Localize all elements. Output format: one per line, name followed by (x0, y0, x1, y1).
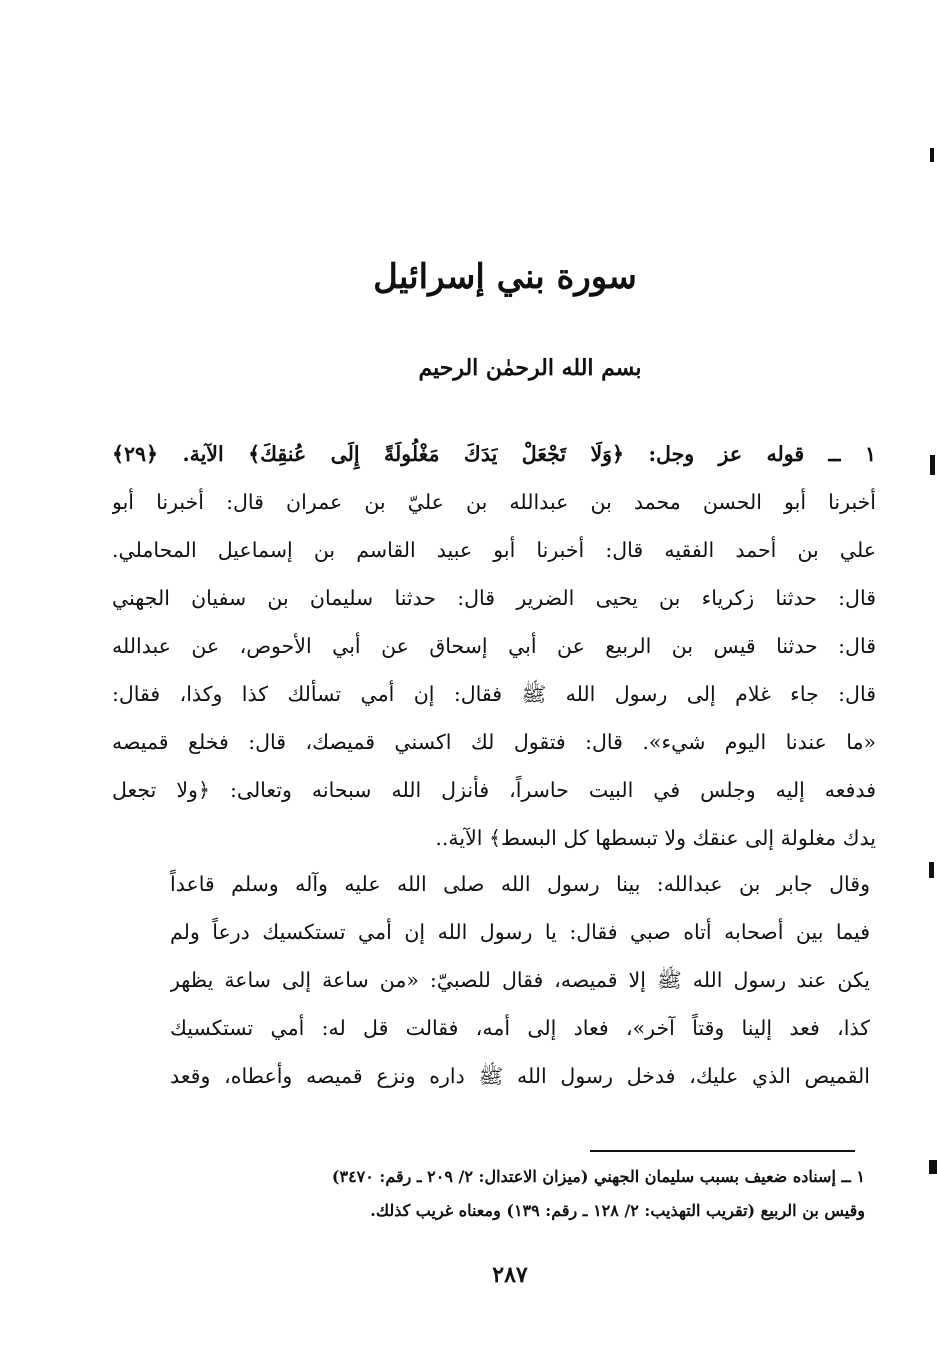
text-line: يكن عند رسول الله ﷺ إلا قميصه، فقال للصبيّ: «من ساعة إلى ساعة يظهر (170, 968, 870, 992)
text-line: فيما بين أصحابه أتاه صبي فقال: يا رسول الله إن أمي تستكسيك درعاً ولم (170, 920, 870, 944)
footnote-line: وقيس بن الربيع (تقريب التهذيب: ٢/ ١٢٨ ـ رقم: ١٣٩) ومعناه غريب كذلك. (370, 1201, 865, 1220)
basmala: بسم الله الرحمٰن الرحيم (418, 355, 642, 381)
text-line: قال: جاء غلام إلى رسول الله ﷺ فقال: إن أمي تسألك كذا وكذا، فقال: (112, 682, 876, 706)
scan-margin-mark (929, 1160, 937, 1174)
footnote-divider (590, 1150, 855, 1152)
scan-margin-mark (930, 455, 935, 475)
scan-margin-mark (929, 862, 934, 878)
text-line: علي بن أحمد الفقيه قال: أخبرنا أبو عبيد القاسم بن إسماعيل المحاملي. (112, 538, 876, 562)
paragraph-hadith-1 (112, 430, 876, 862)
footnotes (160, 1160, 865, 1228)
page-number: ٢٨٧ (492, 1262, 528, 1288)
footnote-line: ١ ــ إسناده ضعيف بسبب سليمان الجهني (ميزان الاعتدال: ٢/ ٢٠٩ ـ رقم: ٣٤٧٠) (331, 1167, 865, 1186)
text-line: فدفعه إليه وجلس في البيت حاسراً، فأنزل الله سبحانه وتعالى: ﴿ولا تجعل (112, 778, 876, 802)
text-line: قال: حدثنا زكرياء بن يحيى الضرير قال: حدثنا سليمان بن سفيان الجهني (112, 586, 876, 610)
verse-heading-line: ١ ــ قوله عز وجل: ﴿وَلَا تَجْعَلْ يَدَكَ مَغْلُولَةً إِلَى عُنقِكَ﴾ الآية. ﴿٢٩﴾ (112, 442, 876, 466)
text-line: «ما عندنا اليوم شيء». قال: فتقول لك اكسني قميصك، قال: فخلع قميصه (112, 730, 876, 754)
text-line: كذا، فعد إلينا وقتاً آخر»، فعاد إلى أمه، فقالت قل له: أمي تستكسيك (170, 1016, 870, 1040)
text-line: القميص الذي عليك، فدخل رسول الله ﷺ داره ونزع قميصه وأعطاه، وقعد (170, 1064, 870, 1088)
paragraph-hadith-2 (170, 860, 870, 1100)
text-line: يدك مغلولة إلى عنقك ولا تبسطها كل البسط﴾ الآية.. (435, 826, 876, 850)
text-line: وقال جابر بن عبدالله: بينا رسول الله صلى الله عليه وآله وسلم قاعداً (170, 872, 870, 896)
scan-margin-mark (930, 148, 934, 162)
surah-title: سورة بني إسرائيل (373, 257, 637, 297)
text-line: أخبرنا أبو الحسن محمد بن عبدالله بن عليّ بن عمران قال: أخبرنا أبو (112, 490, 876, 514)
text-line: قال: حدثنا قيس بن الربيع عن أبي إسحاق عن أبي الأحوص، عن عبدالله (112, 634, 876, 658)
